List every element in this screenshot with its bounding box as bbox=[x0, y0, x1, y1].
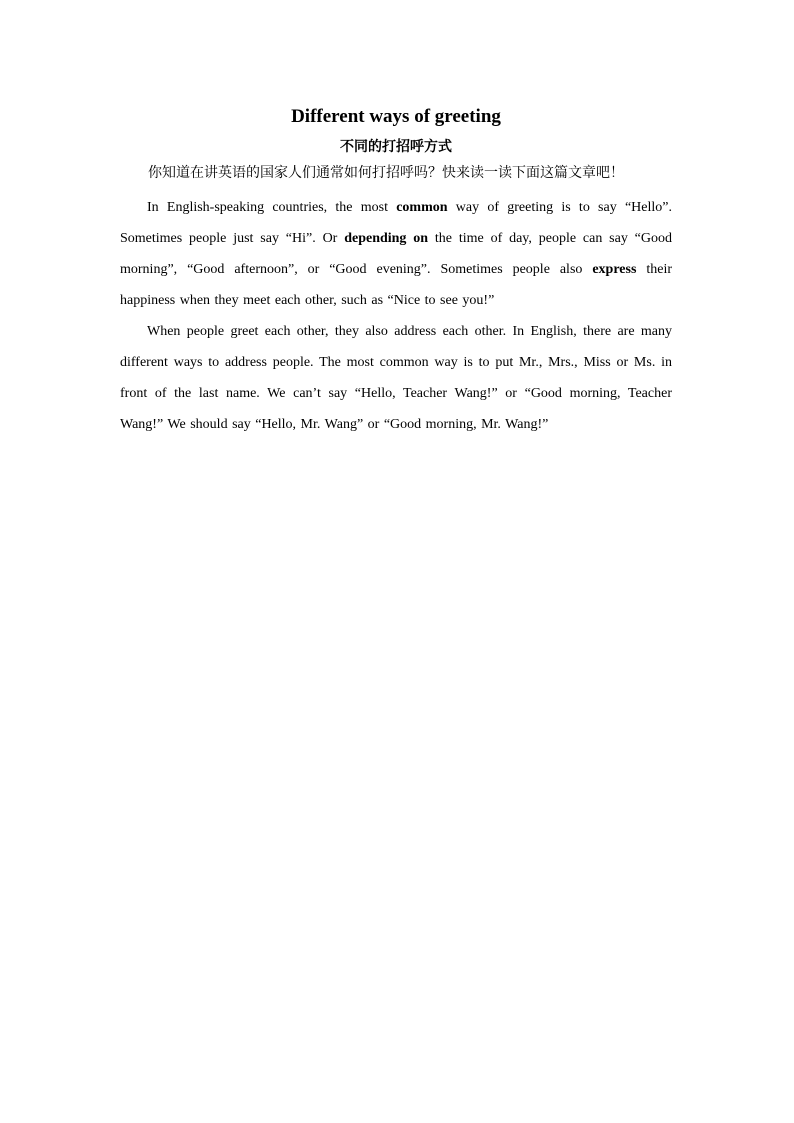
intro-paragraph: 你知道在讲英语的国家人们通常如何打招呼吗？快来读一读下面这篇文章吧！ bbox=[148, 165, 624, 181]
document-title: Different ways of greeting bbox=[291, 106, 501, 127]
keyword-depending-on: depending on bbox=[344, 231, 429, 246]
document-content bbox=[120, 103, 672, 440]
paragraph-1-text-a: In English-speaking countries, the most bbox=[147, 200, 397, 215]
body-paragraph-1 bbox=[120, 192, 672, 316]
keyword-express: express bbox=[592, 262, 637, 277]
body-paragraph-2: When people greet each other, they also address each other. In English, there are many different ways to address people. The most common way is to put Mr., Mrs., Miss or Ms. in front of the last name. We can’t say “Hello, Teacher Wang!” or “Good morning, Teacher Wang!” We should say “Hello, Mr. Wang” or “Good morning, Mr. Wang!” bbox=[120, 324, 672, 432]
paragraph-1-text-b: way of greeting is to say “Hello”. Sometimes people just say “Hi”. Or bbox=[120, 200, 672, 246]
paragraph-1-text-c: the time of day, people can say “Good morning”, “Good afternoon”, or “Good evening”. Sometimes people also bbox=[120, 231, 672, 277]
document-subtitle: 不同的打招呼方式 bbox=[340, 139, 452, 155]
keyword-common: common bbox=[396, 200, 448, 215]
paragraph-1-text-d: their happiness when they meet each other, such as “Nice to see you!” bbox=[120, 262, 672, 308]
